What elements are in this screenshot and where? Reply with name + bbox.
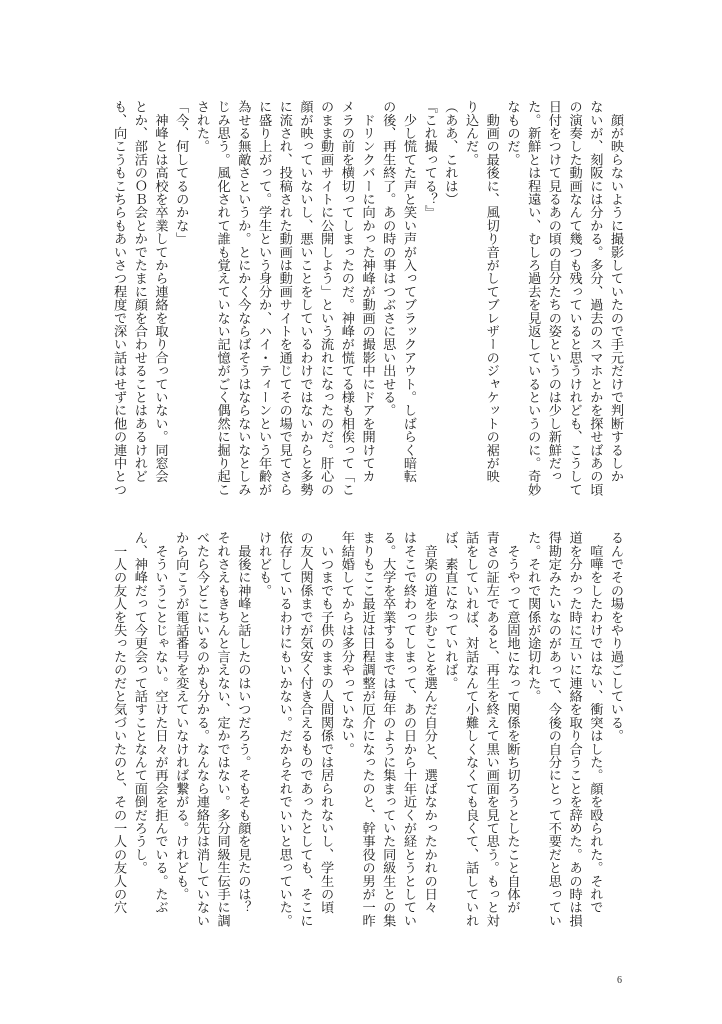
text-line: はそこで終わってしまって、あの日から十年近くが経とうとしてい xyxy=(400,531,416,927)
text-line: も、向こうもこちらもあいさつ程度で深い話はせずに他の連中とつ xyxy=(111,100,127,496)
lower-text-block xyxy=(107,531,625,927)
text-line: された。 xyxy=(193,100,209,153)
text-line: 一人の友人を失ったのだと気づいたのと、その一人の友人の穴 xyxy=(111,531,127,914)
text-line: の友人関係までが気安く付き合えるものであったとしても、そこに xyxy=(297,531,313,927)
page-number: 6 xyxy=(617,975,622,986)
text-line: メラの前を横切ってしまったのだ。神峰が慌てる様も相俟って「こ xyxy=(338,100,354,496)
text-line: 顔が映っていないし、悪いことをしているわけではないからと多勢 xyxy=(297,100,313,496)
text-line: ば、素直になっていれば。 xyxy=(442,531,458,690)
text-line: じみ思う。風化されて誰も覚えていない記憶がごく偶然に掘り起こ xyxy=(214,100,230,496)
text-line: た。新鮮とは程遠い、むしろ過去を見返しているというのに。奇妙 xyxy=(525,100,541,496)
text-line: なものだ。 xyxy=(504,100,520,166)
text-line: 依存しているわけにもいかない。だからそれでいいと思っていた。 xyxy=(276,531,292,927)
text-line: とか、部活のＯＢ会とかでたまに顔を合わせることはあるけれど xyxy=(131,100,147,483)
text-line: そういうことじゃない。空けた日々が再会を拒んでいる。たぶ xyxy=(152,531,168,914)
text-line: る。大学を卒業するまでは毎年のように集まっていた同級生との集 xyxy=(380,531,396,927)
text-line: べたら今どこにいるのかも分かる。なんなら連絡先は消していない xyxy=(193,531,209,927)
text-line: まりもここ最近は日程調整が厄介になったのと、幹事役の男が一昨 xyxy=(359,531,375,927)
text-line: そうやって意固地になって関係を断ち切ろうとしたこと自体が xyxy=(504,531,520,914)
text-line: た。それで関係が途切れた。 xyxy=(525,531,541,703)
text-line: の演奏した動画なんて幾つも残っていると思うけれども、こうして xyxy=(566,100,582,496)
text-line: 道を分かった時に互いに連絡を取り合うことを辞めた。あの時は損 xyxy=(566,531,582,927)
text-line: から向こうが電話番号を変えていなければ繋がる。けれども。 xyxy=(173,531,189,901)
text-line: 音楽の道を歩むことを選んだ自分と、選ばなかったかれの日々 xyxy=(421,531,437,914)
text-line: のまま動画サイトに公開しよう」という流れになったのだ。肝心の xyxy=(318,100,334,496)
upper-text-block xyxy=(107,100,625,496)
text-line: 青さの証左であると、再生を終えて黒い画面を見て思う。もっと対 xyxy=(483,531,499,927)
text-line: いつまでも子供のままの人間関係では居られないし、学生の頃 xyxy=(318,531,334,914)
text-line: 日付をつけて見るあの頃の自分たちの姿というのは少し新鮮だっ xyxy=(545,100,561,483)
text-line: 少し慌てた声と笑い声が入ってブラックアウト。しばらく暗転 xyxy=(400,100,416,483)
text-line: けれども。 xyxy=(256,531,272,597)
text-line: 得勘定みたいなのがあって、今後の自分にとって不要だと思ってい xyxy=(545,531,561,927)
text-line: 為せる無敵さというか。とにかく今ならばそうはならないなとしみ xyxy=(235,100,251,496)
text-line: 動画の最後に、風切り音がしてブレザーのジャケットの裾が映 xyxy=(483,100,499,483)
text-line: 顔が映らないように撮影していたので手元だけで判断するしか xyxy=(608,100,623,483)
text-line: 話をしていれば、対話なんて小難しくなくても良くて、話していれ xyxy=(463,531,479,927)
text-line: 喧嘩をしたわけではない、衝突はした。顔を殴られた。それで xyxy=(587,531,603,914)
text-line: 神峰とは高校を卒業してから連絡を取り合っていない。同窓会 xyxy=(152,100,168,483)
text-line: り込んだ。 xyxy=(463,100,479,166)
text-line: に盛り上がって。学生という身分か、ハイ・ティーンという年齢が xyxy=(256,100,272,496)
text-line: （ああ、これは） xyxy=(442,100,458,206)
text-line: に流され、投稿された動画は動画サイトを通じてその場で見てさら xyxy=(276,100,292,496)
text-line: ドリンクバーに向かった神峰が動画の撮影中にドアを開けてカ xyxy=(359,100,375,483)
text-line: 「今、何してるのかな」 xyxy=(173,100,189,246)
text-line: ん、神峰だって今更会って話すことなんて面倒だろうし。 xyxy=(131,531,147,875)
text-line: るんでその場をやり過ごしている。 xyxy=(608,531,623,743)
text-line: 最後に神峰と話したのはいつだろう。そもそも顔を見たのは？ xyxy=(235,531,251,914)
text-line: 『これ撮ってる？』 xyxy=(421,100,437,219)
text-line: ないが、刻阪には分かる。多分、過去のスマホとかを探せばあの頃 xyxy=(587,100,603,496)
text-line: それさえもきちんと言えない、定かではない。多分同級生伝手に調 xyxy=(214,531,230,927)
text-line: の後、再生終了。あの時の事はつぶさに思い出せる。 xyxy=(380,100,396,417)
text-line: 年結婚してからは多分やっていない。 xyxy=(338,531,354,756)
